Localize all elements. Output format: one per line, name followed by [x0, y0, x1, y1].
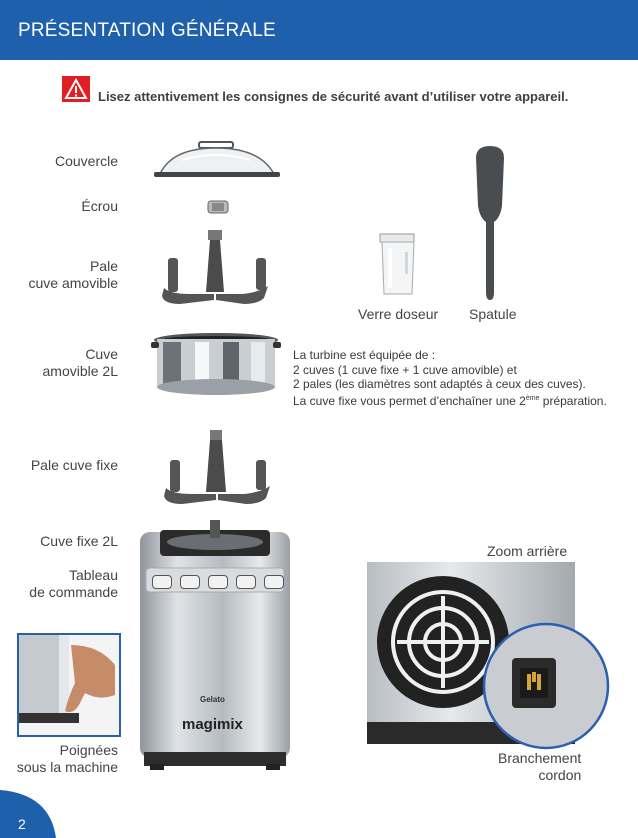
control-panel	[152, 575, 282, 589]
page-number: 2	[18, 816, 26, 832]
desc-line1: La turbine est équipée de :	[293, 348, 436, 362]
removable-paddle-image	[160, 228, 272, 306]
removable-bowl-image	[151, 330, 281, 400]
control-button-1[interactable]	[152, 575, 172, 589]
label-pale-line1: Pale	[89, 258, 118, 274]
measuring-cup-image	[378, 232, 418, 298]
label-cuve-line1: Cuve	[85, 346, 118, 362]
control-button-3[interactable]	[208, 575, 228, 589]
label-spatule: Spatule	[469, 306, 517, 322]
label-poignees-line1: Poignées	[59, 742, 118, 758]
machine-brand: magimix	[182, 716, 243, 733]
label-ecrou: Écrou	[81, 198, 118, 214]
warning-icon	[62, 76, 90, 102]
label-zoom: Zoom arrière	[487, 543, 568, 559]
desc-line2: 2 cuves (1 cuve fixe + 1 cuve amovible) et	[293, 362, 517, 377]
label-branchement	[498, 750, 581, 784]
control-button-4[interactable]	[236, 575, 256, 589]
label-branchement-line2: cordon	[538, 767, 582, 783]
page-number-tab	[0, 790, 60, 838]
machine-model: Gelato	[200, 695, 225, 704]
label-pale-fixe: Pale cuve fixe	[30, 457, 118, 473]
label-tableau	[29, 567, 118, 601]
label-verre-doseur: Verre doseur	[358, 306, 439, 322]
label-poignees	[17, 742, 118, 776]
label-cuve-fixe: Cuve fixe 2L	[40, 533, 118, 549]
power-socket-zoom	[482, 622, 612, 752]
page-title: PRÉSENTATION GÉNÉRALE	[18, 20, 276, 41]
description	[293, 348, 607, 408]
lid-image	[152, 140, 282, 180]
machine-image	[130, 520, 300, 772]
fixed-paddle-image	[162, 430, 274, 506]
control-button-2[interactable]	[180, 575, 200, 589]
desc-line3: 2 pales (les diamètres sont adaptés à ceux des cuves).	[293, 377, 586, 391]
label-pale-amovible	[29, 258, 119, 292]
label-cuve-line2: amovible 2L	[42, 363, 118, 379]
label-poignees-line2: sous la machine	[16, 759, 118, 775]
handles-inset	[17, 633, 121, 737]
control-button-5[interactable]	[264, 575, 284, 589]
spatula-image	[470, 146, 510, 300]
label-branchement-line1: Branchement	[498, 750, 582, 766]
label-pale-line2: cuve amovible	[28, 275, 118, 291]
page-header	[0, 0, 638, 60]
desc-line4	[293, 392, 607, 409]
label-tableau-line1: Tableau	[68, 567, 118, 583]
desc-line4-sup: ème	[525, 394, 540, 402]
nut-image	[207, 200, 229, 214]
desc-line4-before: La cuve fixe vous permet d’enchaîner une 2	[293, 393, 526, 408]
label-couvercle: Couvercle	[54, 153, 118, 169]
label-tableau-line2: de commande	[29, 584, 118, 600]
label-cuve-amovible	[43, 346, 119, 380]
warning-text: Lisez attentivement les consignes de sécurité avant d’utiliser votre appareil.	[98, 89, 569, 104]
desc-line4-after: préparation.	[539, 393, 607, 408]
